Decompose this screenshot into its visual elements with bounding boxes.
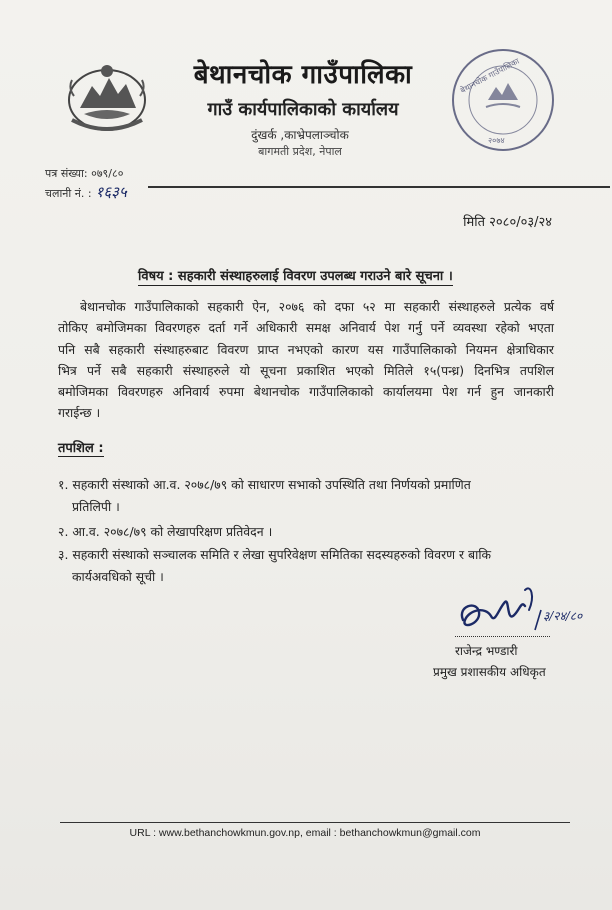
- list-item: [58, 521, 558, 543]
- letter-number: पत्र संख्या: ०७९/८०: [45, 167, 124, 180]
- signature-line: [455, 636, 550, 637]
- list-item-line: १. सहकारी संस्थाको आ.व. २०७८/७९ को साधारण सभाको उपस्थिति तथा निर्णयको प्रमाणित: [58, 477, 471, 492]
- office-subtitle: गाउँ कार्यपालिकाको कार्यालय: [207, 99, 399, 120]
- body-line: बेथानचोक गाउँपालिकाको सहकारी ऐन, २०७६ को दफा ५२ मा सहकारी संस्थाहरुले प्रत्येक वर्ष: [80, 299, 554, 314]
- dispatch-label: चलानी नं. :: [45, 187, 92, 200]
- body-line: गराईन्छ ।: [58, 405, 101, 421]
- office-address: दुंखर्क ,काभ्रेपलाञ्चोक: [251, 128, 349, 142]
- list-item-line: कार्यअवधिको सूची ।: [72, 569, 164, 584]
- signatory-designation: प्रमुख प्रशासकीय अधिकृत: [433, 665, 546, 679]
- list-item-line: प्रतिलिपी ।: [72, 499, 120, 514]
- dispatch-number: [45, 182, 127, 202]
- header-divider: [148, 186, 610, 188]
- letter-subject: विषय : सहकारी संस्थाहरुलाई विवरण उपलब्ध गराउने बारे सूचना ।: [138, 266, 453, 286]
- body-line: बमोजिमका विवरणहरु अनिवार्य रुपमा बेथानचोक गाउँपालिकाको कार्यालयमा पेश गर्न हुन जानकारी: [58, 384, 554, 400]
- list-item: [58, 474, 558, 518]
- footer-divider: [60, 822, 570, 823]
- handwritten-date: ३/२४/८०: [543, 609, 583, 623]
- signatory-name: राजेन्द्र भण्डारी: [455, 644, 518, 658]
- letter-date: मिति २०८०/०३/२४: [463, 215, 552, 230]
- svg-text:बेथानचोक गाउँपालिका: बेथानचोक गाउँपालिका: [458, 56, 521, 96]
- office-name: बेथानचोक गाउँपालिका: [193, 60, 413, 90]
- office-seal-stamp: [448, 45, 558, 155]
- nepal-emblem-icon: [62, 58, 152, 136]
- svg-text:२०७४: २०७४: [488, 136, 505, 145]
- body-line: तोकिए बमोजिमका विवरणहरु दर्ता गर्ने अधिकारी समक्ष अनिवार्य पेश गर्नु पर्ने व्यवस्था रहेको भएता: [58, 320, 554, 336]
- list-item-line: २. आ.व. २०७८/७९ को लेखापरिक्षण प्रतिवेदन ।: [58, 524, 273, 539]
- dispatch-value-handwritten: १६३५: [95, 183, 127, 201]
- body-line: पनि सबै सहकारी संस्थाहरुबाट विवरण प्राप्त नभएको कारण यस गाउँपालिकाको नियमन क्षेत्राधिकार: [58, 341, 554, 357]
- list-item-line: ३. सहकारी संस्थाको सञ्चालक समिति र लेखा सुपरिवेक्षण समितिका सदस्यहरुको विवरण र बाकि: [58, 547, 492, 562]
- footer-contact: URL : www.bethanchowkmun.gov.np, email : bethanchowkmun@gmail.com: [129, 827, 481, 839]
- details-heading: तपशिल :: [58, 438, 104, 457]
- body-line: भित्र पर्ने सबै सहकारी संस्थाहरुले यो सूचना प्रकाशित भएको मितिले १५(पन्ध्र) दिनभित्र तपशिल: [58, 362, 554, 378]
- office-province: बागमती प्रदेश, नेपाल: [258, 145, 342, 158]
- letter-body: [58, 296, 554, 424]
